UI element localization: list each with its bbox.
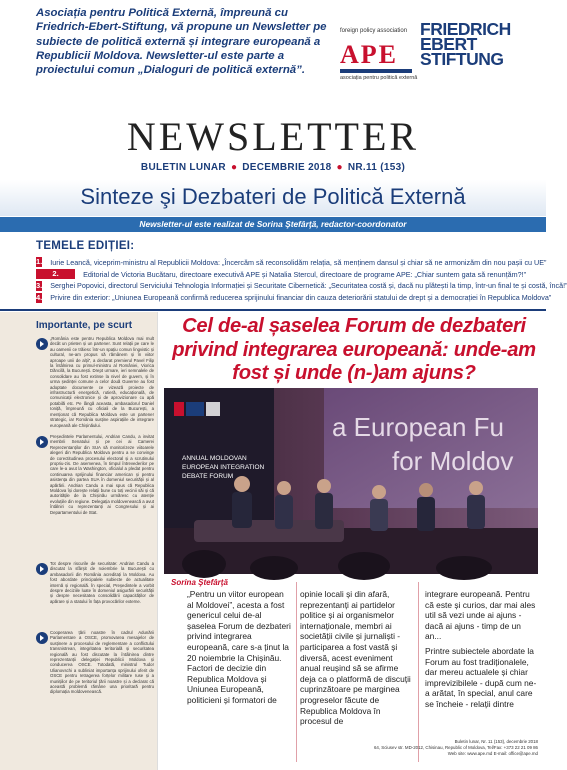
fes-line-2: EBERT	[420, 34, 477, 54]
series-title: Sinteze şi Dezbateri de Politică Externă	[80, 184, 466, 209]
issue-type: BULETIN LUNAR	[140, 162, 226, 173]
arrow-right-icon	[36, 563, 48, 575]
issue-line: BULETIN LUNAR ● DECEMBRIE 2018 ● NR.11 (153)	[140, 162, 406, 173]
article-paragraph: Printre subiectele abordate la Forum au fost tradiționalele, dar mereu actualele și chiar imprevizibilele - după cum ne-a arătat, în special, anul care se încheie - relații dintre	[425, 645, 537, 709]
ape-subline: asociația pentru politică externă	[340, 75, 418, 81]
toc-text: Serghei Popovici, directorul Serviciului Tehnologia Informației și Securitate Cibernetică: „Securitatea costă și, dacă nu plătești la timp, într-un final te și costă, încă!”	[50, 281, 567, 291]
arrow-right-icon	[36, 338, 48, 350]
fes-logo	[420, 19, 540, 69]
toc-item[interactable]	[36, 292, 552, 303]
sidebar-paragraph: „România este pentru Republica Moldova mai mult decât un prieten și un partener. Sunt relații pe care le au oamenii ce trăiesc într-un spațiu comun lingvistic și cultural, ne-am propus să rămânem și în viitor aproape unii de alții”, a declarat premierul Pavel Filip la întâlnirea cu primul-ministru al României, Viorica Dăncilă, la București. Drept urmare, ieri semnalele de consolidare au fost extinse la nivel de guvern, și în urma ședinței comune a celor două Guverne au fost adoptate documente ce vizează proiecte de infrastructură energetică, rutieră, educațională, de comunicații electronice și de aprovizionare cu apă potabilă etc. Pe lângă aceasta, ambasadorul Daniel Ioniță, împreună cu oficiali de la București, a menționat că Republica Moldova este un partener strategic, iar România susține aspirațiile de integrare europeană ale Chișinăului.	[50, 336, 154, 428]
article-column-2	[300, 589, 412, 731]
ape-mark: APE	[340, 40, 398, 69]
intro-text: Asociația pentru Politică Externă, împreună cu Friedrich-Ebert-Stiftung, vă propune un Newsletter pe subiecte de politică externă și integrare europeană a Republicii Moldova. Newsletter-ul este parte a proiectului comun „Dialoguri de politică externă”.	[36, 7, 327, 77]
article-paragraph: „Pentru un viitor european al Moldovei”, acesta a fost genericul celui de-al șaselea Forum de dezbateri privind integrarea europeană, care s-a ținut la 20 noiembrie la Chișinău. Factori de decizie din Republica Moldova și Uniunea Europeană, politicieni și formatori de	[187, 589, 291, 705]
ape-logo	[340, 6, 420, 86]
article-paragraph: opinie locali și din afară, reprezentanți ai partidelor politice și ai organismelor internaționale, membri ai societății civile și jurnaliști - participarea a fost vastă și diversă, acest eveniment anual reușind să se afirme deja ca o platformă de discuții cuprinzătoare pe marginea progreselor făcute de Republica Moldova în procesul de	[300, 589, 411, 727]
toc-number: 4.	[36, 292, 43, 302]
forum-photo-illustration	[164, 388, 538, 574]
article-author: Sorina Ştefârţă	[171, 578, 228, 587]
toc-number: 2.	[36, 269, 75, 279]
toc-text: Editorial de Victoria Bucătaru, directoare executivă APE și Natalia Stercul, directoare de programe APE: „Chiar suntem gata să renunțăm?!”	[83, 269, 526, 279]
toc-text: Privire din exterior: „Uniunea Europeană confirmă reducerea sprijinului financiar din cauza deteriorării statului de drept și a democrației în Republica Moldova”	[50, 293, 552, 303]
ape-tagline: foreign policy association	[340, 28, 408, 34]
footer-line: 64, Sciusev str. MD-2012, Chisinau, Republic of Moldova, Tel/Fax: +373 22 21 09 86	[373, 745, 538, 750]
photo-caption-line: EUROPEAN INTEGRATION	[182, 464, 265, 471]
sidebar-briefs	[0, 312, 158, 770]
sidebar-paragraph: Cooperarea țării noastre în cadrul Adunării Parlamentare a OSCE, promovarea mesajelor de susținere a procesului de reglementare a conflictului transnistrean, integritatea teritorială și securitatea regională au fost discutate la întâlnirea dintre reprezentanții delegației Republicii Moldova și conducerea OSCE. Totodată, ministrul Tudor Ulianovschi a subliniat importanța sprijinului oferit de OSCE pentru retragerea forțelor militare ruse și a munițiilor de pe teritoriul țării noastre și a declarat că această problemă rămâne una prioritară pentru diplomația moldovenească.	[50, 630, 154, 695]
photo-caption-line: ANNUAL MOLDOVAN	[182, 455, 247, 462]
arrow-right-icon	[36, 632, 48, 644]
sidebar-paragraph: Președintele Parlamentului, Andrian Candu, a invitat membrii Senatului și pe cei ai Camerei Reprezentanților din SUA să monitorizeze viitoarele alegeri din Republica Moldova pentru a se convinge de corectitudinea procesului electoral și a scrutinului propriu-zis. De asemenea, în timpul întrevederilor pe care le-a avut la Washington, oficialul a pledat pentru continuarea sprijinului financiar american și pentru asistența din partea SUA în domeniul securității și al apărării. Andrian Candu a mai spus că Republica Moldova își dorește relații bune cu toți vecinii săi și că autoritățile de la Chișinău urmăresc cu atenție evoluțiile din regiune. Delegația moldovenească a avut întâlniri cu reprezentanți ai Congresului și ai Departamentului de Stat.	[50, 434, 154, 515]
fes-line-3: STIFTUNG	[420, 49, 504, 69]
arrow-right-icon	[36, 436, 48, 448]
photo-screen-line: for Moldov	[392, 446, 514, 476]
issue-number: NR.11 (153)	[347, 162, 406, 173]
ape-bar	[340, 69, 412, 73]
forum-photo	[164, 388, 538, 574]
page-footer	[300, 739, 538, 757]
issue-date: DECEMBRIE 2018	[242, 162, 332, 173]
footer-line: Web site: www.ape.md E-mail: office@ape.md	[447, 751, 538, 756]
fes-line-1: FRIEDRICH	[420, 19, 511, 39]
fes-arrow-icon	[482, 44, 522, 60]
toc-item[interactable]	[36, 257, 547, 268]
column-separator	[296, 582, 297, 762]
sidebar-heading: Importante, pe scurt	[36, 320, 133, 331]
toc-number: 3.	[36, 280, 43, 290]
footer-line: Buletin lunar, Nr. 11 (153), decembrie 2018	[454, 739, 538, 744]
column-separator	[418, 582, 419, 762]
article-column-3	[425, 589, 537, 714]
article-headline: Cel de-al șaselea Forum de dezbateri privind integrarea europeană: unde-am fost și unde (n-)am ajuns?	[172, 315, 536, 384]
section-divider	[0, 309, 546, 311]
sidebar-paragraph: Tot despre riscurile de securitate: Andrian Candu a discutat la sfârșit de noiembrie la București cu ambasadorii din România acreditați la Moldova. Au fost abordate principalele subiecte de actualitate internă și regională. În special, Președintele a vorbit despre deciziile luate în domeniul asigurării securității și despre necesitatea consolidării capacităților de apărare și a statului în fața provocărilor externe.	[50, 561, 154, 604]
toc-list	[36, 257, 567, 304]
masthead-title: NEWSLETTER	[126, 114, 420, 159]
credit-bar: Newsletter-ul este realizat de Sorina Ştefârţă, redactor-coordonator	[0, 217, 546, 232]
toc-item[interactable]	[36, 269, 526, 280]
article-paragraph: integrare europeană. Pentru că este și curios, dar mai ales util să vezi unde ai ajuns - dacă ai ajuns - timp de un an...	[425, 589, 536, 642]
toc-number: 1.	[36, 257, 43, 267]
toc-item[interactable]	[36, 280, 567, 292]
photo-caption-line: DEBATE FORUM	[182, 473, 234, 480]
article-column-1	[187, 589, 291, 710]
toc-heading: TEMELE EDIȚIEI:	[36, 240, 135, 252]
toc-text: Iurie Leancă, viceprim-ministru al Republicii Moldova: „Încercăm să reconsolidăm relația, să menținem dansul și chiar să ne armonizăm din nou pașii cu UE”	[50, 257, 547, 267]
photo-screen-line: a European Fu	[332, 412, 505, 442]
